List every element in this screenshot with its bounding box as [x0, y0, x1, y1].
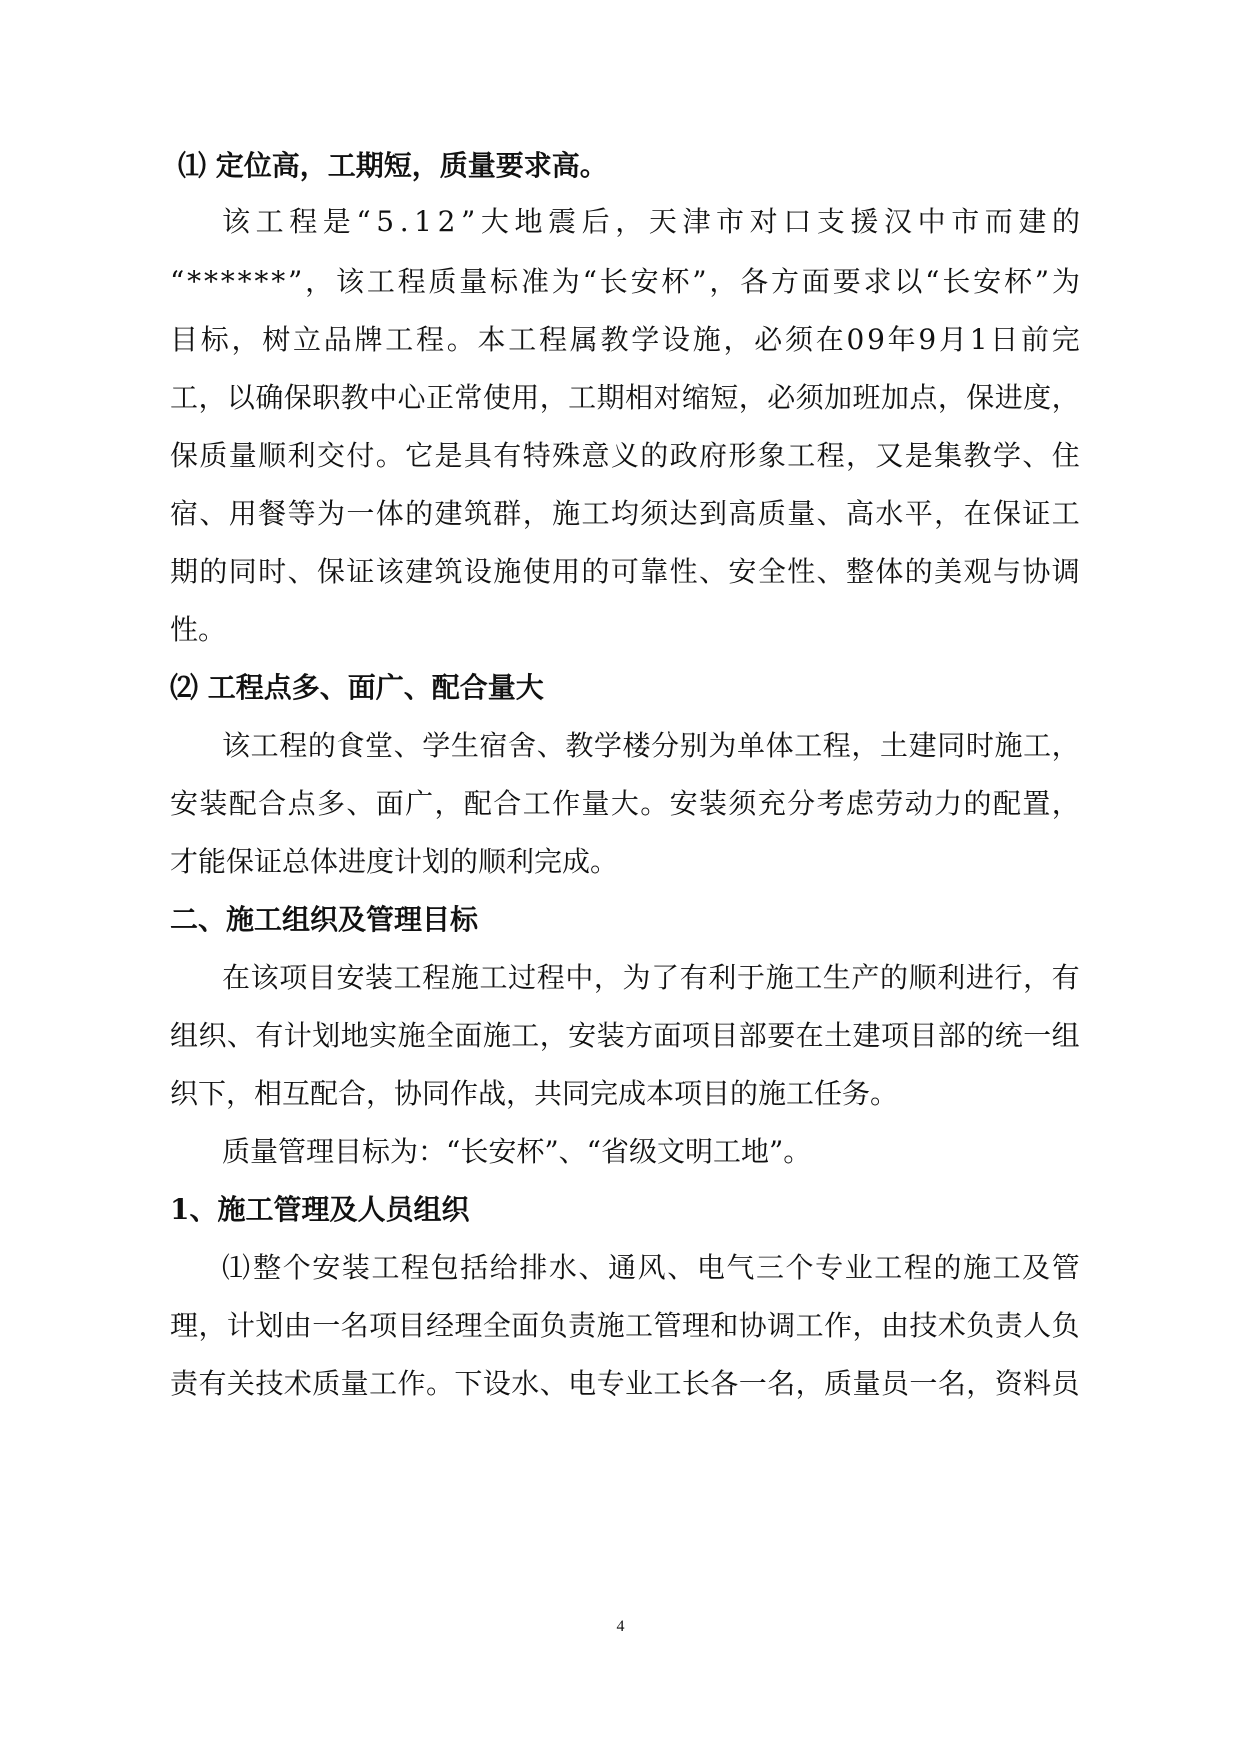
- para1-line-1: 该 工 程 是 “ 5 . 1 2 ” 大 地 震 后 ， 天 津 市 对 口 支 援 汉 中 市 而 建 的: [222, 205, 1080, 238]
- heading-2: ⑵ 工程点多、面广、配合量大: [170, 671, 544, 704]
- para5-line-1: ⑴ 整 个 安 装 工 程 包 括 给 排 水 、 通 风 、 电 气 三 个 专 业 工 程 的 施 工 及 管: [222, 1251, 1080, 1284]
- section-heading-2: 二、施工组织及管理目标: [170, 903, 479, 936]
- para1-line-8: 性。: [170, 613, 227, 646]
- para1-line-3: 目 标 ， 树 立 品 牌 工 程 。 本 工 程 属 教 学 设 施 ， 必 须 在 0 9 年 9 月 1 日 前 完: [170, 323, 1080, 356]
- para2-line-3: 才能保证总体进度计划的顺利完成。: [170, 845, 619, 878]
- para1-line-4: 工 ， 以 确 保 职 教 中 心 正 常 使 用 ， 工 期 相 对 缩 短 ， 必 须 加 班 加 点 ， 保 进 度 ，: [170, 381, 1080, 414]
- para3-line-3: 织下，相互配合，协同作战，共同完成本项目的施工任务。: [170, 1077, 899, 1110]
- para2-line-1: 该 工 程 的 食 堂 、 学 生 宿 舍 、 教 学 楼 分 别 为 单 体 工 程 ， 土 建 同 时 施 工 ，: [222, 729, 1080, 762]
- para1-line-6: 宿 、 用 餐 等 为 一 体 的 建 筑 群 ， 施 工 均 须 达 到 高 质 量 、 高 水 平 ， 在 保 证 工: [170, 497, 1080, 530]
- para1-line-7: 期 的 同 时 、 保 证 该 建 筑 设 施 使 用 的 可 靠 性 、 安 全 性 、 整 体 的 美 观 与 协 调: [170, 555, 1080, 588]
- section-heading-3: 1、施工管理及人员组织: [170, 1193, 470, 1226]
- heading-1: ⑴ 定位高，工期短，质量要求高。: [178, 149, 608, 182]
- para3-line-2: 组 织 、 有 计 划 地 实 施 全 面 施 工 ， 安 装 方 面 项 目 部 要 在 土 建 项 目 部 的 统 一 组: [170, 1019, 1080, 1052]
- para1-line-2: “ * * * * * * ” ， 该 工 程 质 量 标 准 为 “ 长 安 杯 ” ， 各 方 面 要 求 以 “ 长 安 杯 ” 为: [170, 265, 1080, 298]
- para5-line-2: 理 ， 计 划 由 一 名 项 目 经 理 全 面 负 责 施 工 管 理 和 协 调 工 作 ， 由 技 术 负 责 人 负: [170, 1309, 1080, 1342]
- quality-goal: 质量管理目标为：“长安杯”、“省级文明工地”。: [222, 1135, 812, 1168]
- para3-line-1: 在 该 项 目 安 装 工 程 施 工 过 程 中 ， 为 了 有 利 于 施 工 生 产 的 顺 利 进 行 ， 有: [222, 961, 1080, 994]
- para2-line-2: 安 装 配 合 点 多 、 面 广 ， 配 合 工 作 量 大 。 安 装 须 充 分 考 虑 劳 动 力 的 配 置 ，: [170, 787, 1080, 820]
- page-number: 4: [616, 1618, 625, 1635]
- para1-line-5: 保 质 量 顺 利 交 付 。 它 是 具 有 特 殊 意 义 的 政 府 形 象 工 程 ， 又 是 集 教 学 、 住: [170, 439, 1080, 472]
- para5-line-3: 责 有 关 技 术 质 量 工 作 。 下 设 水 、 电 专 业 工 长 各 一 名 ， 质 量 员 一 名 ， 资 料 员: [170, 1367, 1080, 1400]
